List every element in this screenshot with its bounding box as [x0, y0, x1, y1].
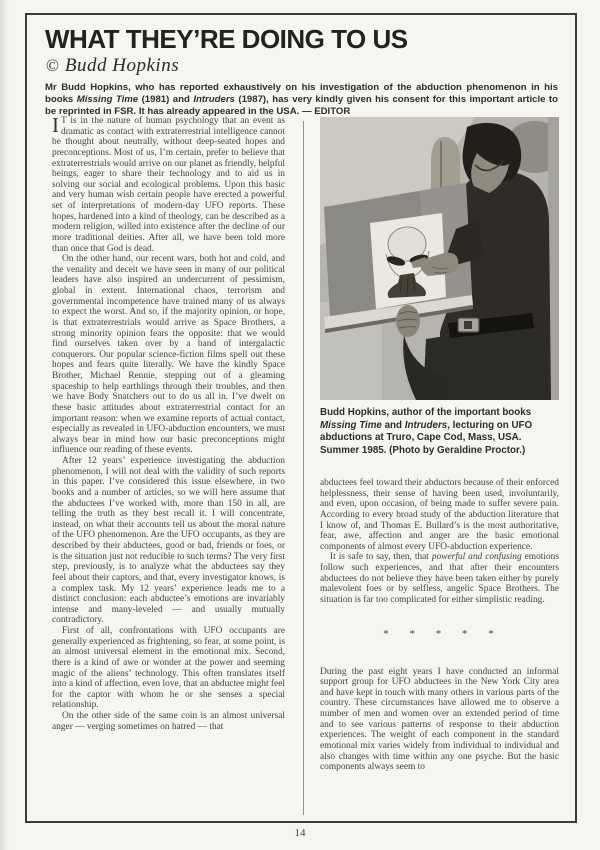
editor-note-text: (1981) and — [138, 93, 194, 105]
column-divider-rule — [303, 121, 304, 815]
paragraph: After 12 years’ experience investigating the abduction phenomenon, I will not deal with the validity of such reports in this paper. I’ve considered this issue elsewhere, in two books and a number of articles, so we will here assume that the abductees I’ve worked with, more than 150 in all, are telling the truth as they best recall it. I will concentrate, instead, on what their accounts tell us about the moral nature of the UFO phenomenon. Are the UFO occupants, as they are described by their abductees, good or bad, friends or foes, or is the situation just not reducible to such terms? The very first step, previously, is to analyze what the abductees say they feel about their captors, and that, every investigator knows, is a complex task. My 12 years’ experience leads me to a distinct conclusion: each abductee’s emotions are invariably intense and many-leveled — and usually mutually contradictory. — [52, 456, 285, 626]
author-name: Budd Hopkins — [64, 55, 180, 76]
emphasis-text: powerful and confusing — [431, 552, 522, 563]
book-title-missing-time: Missing Time — [76, 93, 139, 105]
paragraph — [320, 552, 559, 605]
page-number: 14 — [294, 827, 306, 839]
section-asterisk-divider: * * * * * — [383, 627, 496, 640]
byline — [46, 55, 179, 77]
paragraph: On the other hand, our recent wars, both hot and cold, and the venality and deceit we have seen in many of our political leaders have also inspired an undercurrent of pessimism, global in extent. International chaos, terrorism and governmental incompetence have trained many of us always to expect the worst. And so, if the majority opinion, or hope, is that extraterrestrials would arrive as Space Brothers, a strong minority opinion fears the opposite: that we would find ourselves taken over by a band of intergalactic conquerors. Our popular science-fiction films spell out these hopes and fears quite literally. We have the kindly Space Brother, Michael Rennie, stepping out of a gleaming spaceship to help earthlings through their troubles, and then we have Body Snatchers out to do us all in. I’ve dwelt on these basic attitudes about extraterrestrial contact for an important reason: when we examine reports of actual contact, especially as revealed in UFO-abduction encounters, we must always bear in mind how our basic preconceptions might influence our reading of these events. — [52, 254, 285, 456]
article-title: WHAT THEY’RE DOING TO US — [45, 24, 408, 54]
book-title-intruders: Intruders — [404, 419, 448, 431]
caption-text: and — [381, 419, 405, 431]
caption-text: Budd Hopkins, author of the important books — [320, 407, 532, 418]
editor-note — [45, 82, 558, 117]
book-title-missing-time: Missing Time — [320, 419, 382, 431]
paragraph: First of all, confrontations with UFO occupants are generally experienced as frightening, so fear, at some point, is an almost universal element in the emotional mix. Second, there is a kind of awe or wonder at the power and seeming magic of the aliens’ technology. This often translates itself into a kind of affection, even love, that an abductee might feel for the captor with whom he or she senses a special relationship. — [52, 626, 285, 711]
paragraph-text: emotions follow such experiences, and that after their encounters abductees do not believe they have been taken either by purely malevolent foes or by selfless, angelic Space Brothers. The situation is far too complicated for either simplistic reading. — [320, 552, 560, 605]
paragraph-text: T is in the nature of human psychology that an event as dramatic as contact with extraterrestrial intelligence cannot be thought about neutrally, without deep-seated hopes and preconceptions. Most of us, I’m certain, prefer to believe that extraterrestrials would arrive on our planet as friendly, helpful beings, eager to share their technology and to aid us in solving our social and ecological problems. Upon this basic and very human wish certain people have erected a powerful set of interpretations of modern-day UFO reports. These hopes, hardened into a kind of theology, can be described as a modern religion, willed into existence after the decline of our more traditional deities. After all, we have been told more than once that God is dead. — [52, 116, 285, 254]
left-column — [52, 113, 285, 732]
paragraph — [52, 113, 285, 254]
paragraph: During the past eight years I have conducted an informal support group for UFO abductees in the New York City area and have kept in touch with many others in various parts of the country. These circumstances have allowed me to observe a number of men and women over an extended period of time and to see various patterns of response to their abduction experiences. The weight of each component in the standard emotional mix varies widely from individual to individual and also changes with time within any one psyche. But the basic components always seem to — [320, 666, 559, 773]
editor-note-text: (1987), has very kindly given his consent for this important article to be reprinted in FSR. It has already appeared in the USA. — EDITOR — [45, 93, 558, 117]
photo-budd-hopkins-lecture — [320, 117, 559, 400]
photo-caption — [320, 407, 559, 457]
copyright-symbol: © — [46, 56, 59, 75]
drop-cap: I — [52, 113, 59, 137]
caption-text: , lecturing on UFO abductions at Truro, Cape Cod, Mass, USA. Summer 1985. (Photo by Geraldine Proctor.) — [320, 419, 533, 456]
paragraph: On the other side of the same coin is an almost universal anger — verging sometimes on hatred — that — [52, 711, 285, 732]
paragraph: abductees feel toward their abductors because of their enforced helplessness, their sense of having been used, involuntarily, and even, upon occasion, of being made to suffer severe pain. According to every broad study of the abduction literature that I know of, and Thomas E. Bullard’s is the most authoritative, fear, awe, affection and anger are the basic emotional components of almost every UFO-abduction experience. — [320, 478, 559, 552]
editor-note-text: Mr Budd Hopkins, who has reported exhaustively on his investigation of the abduction phenomenon in his books — [45, 82, 558, 105]
book-title-intruders: Intruders — [193, 93, 235, 105]
right-column — [320, 117, 559, 773]
scan-edge-shading — [0, 0, 9, 850]
paragraph-text: It is safe to say, then, that — [330, 552, 432, 563]
